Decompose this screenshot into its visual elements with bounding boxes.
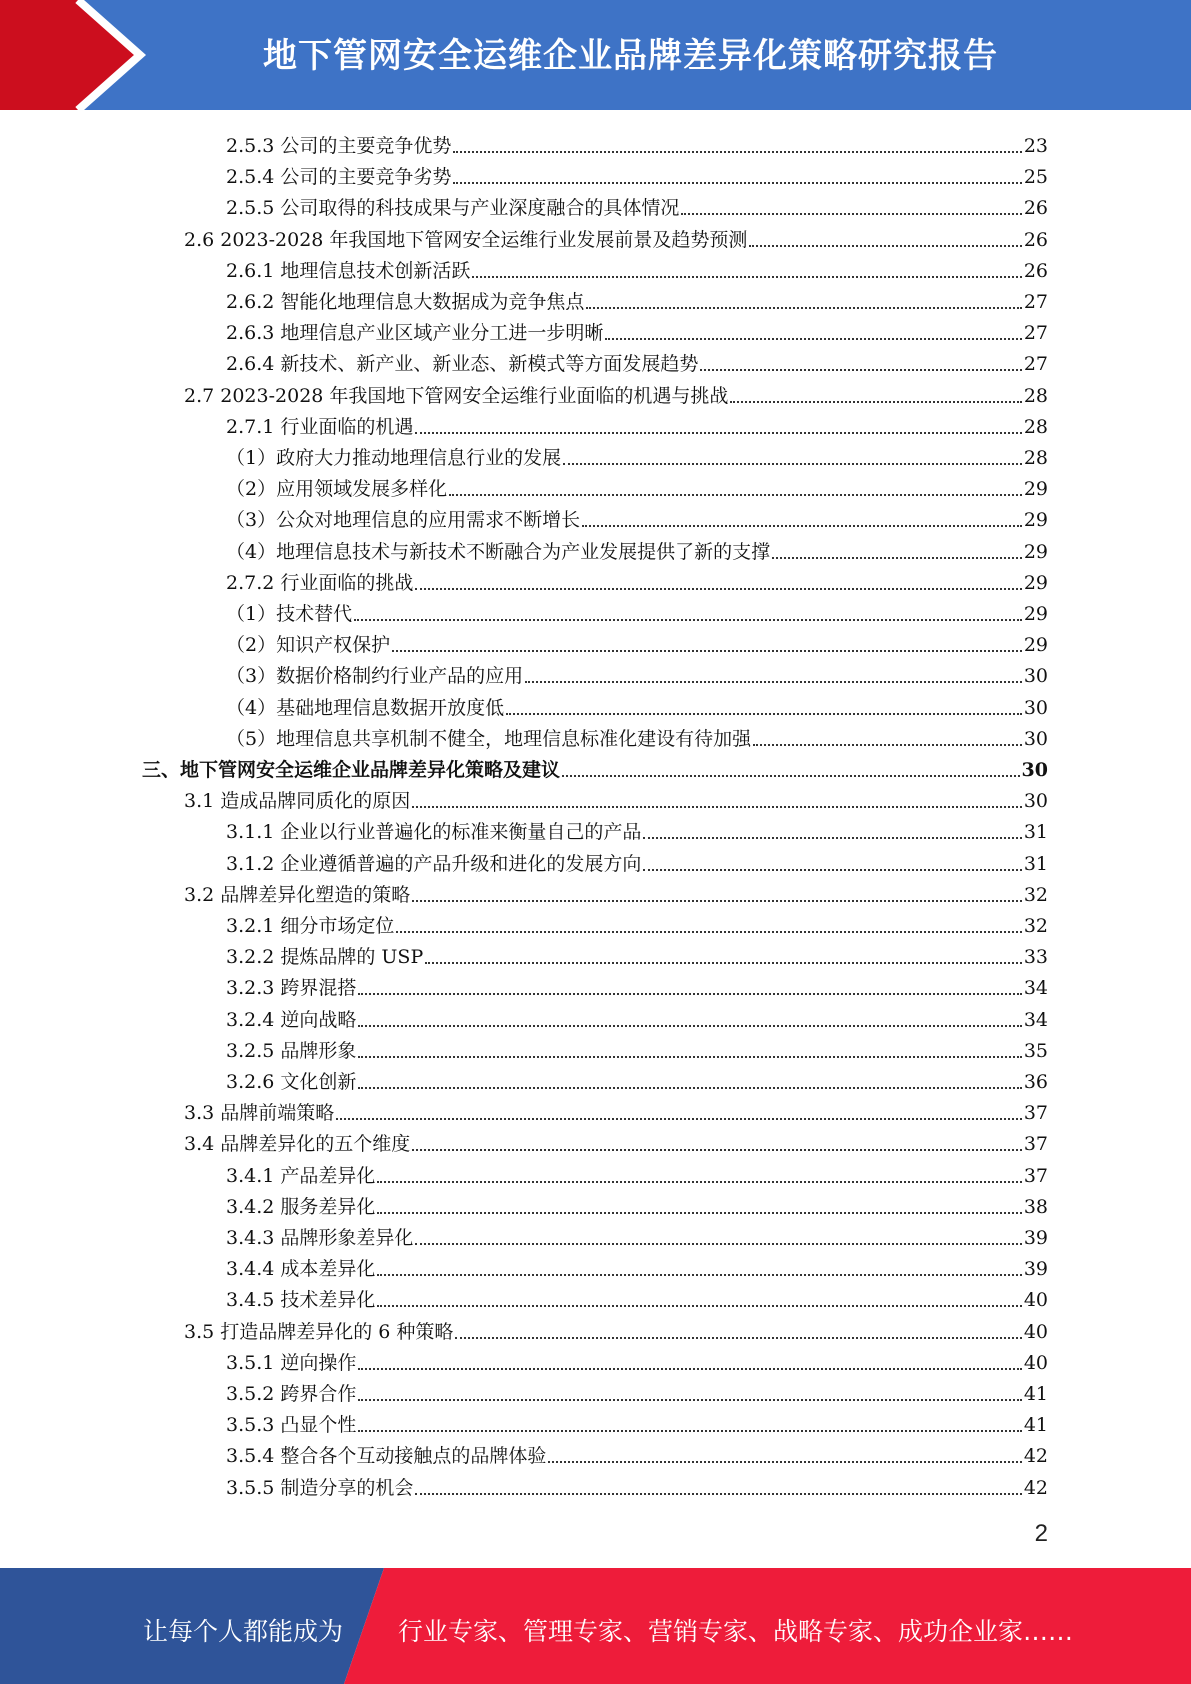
toc-dot-leader [358,1025,1021,1027]
toc-entry-page: 30 [1023,665,1048,688]
toc-entry-page: 40 [1023,1320,1048,1343]
toc-entry[interactable] [226,1469,1048,1500]
toc-entry-title: 3.2.5 品牌形象 [226,1039,357,1062]
toc-entry-title: 2.6.4 新技术、新产业、新业态、新模式等方面发展趋势 [226,353,699,376]
toc-entry-page: 28 [1023,384,1048,407]
toc-entry-page: 27 [1023,291,1048,313]
toc-entry-page: 29 [1023,634,1048,657]
toc-entry[interactable] [226,1406,1048,1437]
toc-entry-page: 30 [1023,696,1048,719]
toc-entry[interactable] [226,938,1048,969]
toc-dot-leader [563,463,1022,465]
toc-dot-leader [354,619,1022,621]
toc-dot-leader [336,1118,1022,1120]
toc-entry-title: 3.1.1 企业以行业普遍化的标准来衡量自己的产品 [226,821,642,844]
toc-entry[interactable] [226,1437,1048,1468]
toc-dot-leader [412,806,1022,808]
toc-entry[interactable] [226,720,1048,751]
toc-entry[interactable] [184,782,1048,813]
toc-entry-page: 32 [1023,915,1048,937]
toc-dot-leader [472,276,1021,278]
toc-entry-page: 39 [1023,1227,1048,1249]
toc-entry-title: 2.5.3 公司的主要竞争优势 [226,135,452,157]
toc-dot-leader [586,307,1021,309]
toc-entry-title: 3.5 打造品牌差异化的 6 种策略 [184,1320,454,1343]
toc-entry[interactable] [226,626,1048,657]
toc-dot-leader [453,151,1021,153]
toc-entry-page: 36 [1023,1071,1048,1093]
toc-dot-leader [548,1461,1021,1463]
toc-entry-page: 34 [1023,1008,1048,1031]
toc-entry-page: 31 [1023,821,1048,844]
toc-entry[interactable] [184,876,1048,907]
toc-entry[interactable] [226,533,1048,564]
toc-entry[interactable] [226,127,1048,158]
toc-entry-title: 2.5.5 公司取得的科技成果与产业深度融合的具体情况 [226,197,680,220]
toc-entry-title: （1）政府大力推动地理信息行业的发展 [226,447,562,469]
toc-entry[interactable] [226,314,1048,345]
toc-entry-title: 2.7.2 行业面临的挑战 [226,571,414,594]
toc-entry[interactable] [184,1125,1048,1156]
toc-entry-title: 3.1 造成品牌同质化的原因 [184,790,411,813]
toc-entry-page: 26 [1023,228,1048,251]
toc-entry-title: 3.2 品牌差异化塑造的策略 [184,883,411,906]
toc-dot-leader [605,338,1021,340]
toc-entry-page: 37 [1023,1164,1048,1187]
toc-entry[interactable] [226,813,1048,844]
toc-entry[interactable] [226,158,1048,189]
toc-entry[interactable] [226,501,1048,532]
toc-entry-page: 42 [1023,1476,1048,1499]
toc-entry-page: 26 [1023,197,1048,220]
toc-entry-page: 28 [1023,447,1048,469]
toc-entry-title: 3.5.4 整合各个互动接触点的品牌体验 [226,1445,547,1468]
toc-entry-page: 37 [1023,1102,1048,1125]
toc-entry-page: 42 [1023,1445,1048,1468]
toc-entry-title: （2）知识产权保护 [226,634,391,657]
report-title: 地下管网安全运维企业品牌差异化策略研究报告 [263,36,998,76]
toc-entry[interactable] [226,1032,1048,1063]
toc-entry-title: （1）技术替代 [226,603,353,625]
toc-dot-leader [358,1399,1021,1401]
toc-dot-leader [377,1274,1021,1276]
toc-entry-page: 27 [1023,322,1048,345]
toc-entry-title: （2）应用领域发展多样化 [226,478,448,501]
toc-dot-leader [700,369,1021,371]
toc-entry-title: 3.4.5 技术差异化 [226,1289,376,1312]
toc-entry[interactable] [184,221,1048,252]
toc-entry-page: 30 [1023,790,1048,813]
toc-entry-page: 32 [1023,883,1048,906]
toc-dot-leader [358,1087,1021,1089]
toc-dot-leader [412,1149,1022,1151]
toc-dot-leader [358,993,1021,995]
toc-dot-leader [392,650,1022,652]
toc-dot-leader [377,1305,1021,1307]
footer-slogan-left: 让每个人都能成为 [143,1617,344,1646]
toc-entry[interactable] [226,595,1048,626]
toc-entry-title: （4）地理信息技术与新技术不断融合为产业发展提供了新的支撑 [226,540,771,563]
toc-entry[interactable] [226,1188,1048,1219]
toc-entry-page: 27 [1023,353,1048,376]
toc-entry[interactable] [226,1063,1048,1094]
toc-entry[interactable] [142,751,1048,782]
toc-entry[interactable] [226,439,1048,470]
toc-entry-title: 3.3 品牌前端策略 [184,1102,335,1125]
toc-dot-leader [415,588,1021,590]
toc-entry[interactable] [184,1313,1048,1344]
toc-entry-title: 2.6 2023-2028 年我国地下管网安全运维行业发展前景及趋势预测 [184,228,748,251]
toc-dot-leader [396,931,1021,933]
toc-entry[interactable] [226,845,1048,876]
toc-dot-leader [377,1212,1021,1214]
toc-entry[interactable] [226,1250,1048,1281]
toc-entry-page: 41 [1023,1383,1048,1405]
toc-entry-page: 26 [1023,259,1048,282]
toc-dot-leader [643,837,1021,839]
toc-entry[interactable] [226,470,1048,501]
toc-entry-page: 37 [1023,1133,1048,1156]
toc-dot-leader [425,962,1022,964]
toc-entry-page: 29 [1023,509,1048,532]
toc-dot-leader [753,744,1022,746]
toc-entry-title: 3.4.1 产品差异化 [226,1164,376,1187]
page-header [0,0,1191,110]
toc-entry-title: 2.6.2 智能化地理信息大数据成为竞争焦点 [226,291,585,313]
toc-entry[interactable] [226,1375,1048,1406]
toc-entry-title: 2.7 2023-2028 年我国地下管网安全运维行业面临的机遇与挑战 [184,384,729,407]
toc-entry[interactable] [226,907,1048,938]
page-number: 2 [1034,1520,1048,1547]
toc-entry-title: 3.4.4 成本差异化 [226,1258,376,1281]
toc-entry-title: 3.2.6 文化创新 [226,1071,357,1093]
toc-dot-leader [643,869,1021,871]
toc-entry-title: 3.5.3 凸显个性 [226,1414,357,1437]
toc-entry-title: 3.2.4 逆向战略 [226,1008,357,1031]
toc-entry[interactable] [226,1157,1048,1188]
toc-entry[interactable] [226,345,1048,376]
toc-dot-leader [730,401,1021,403]
toc-entry-page: 38 [1023,1195,1048,1218]
toc-entry-title: （5）地理信息共享机制不健全，地理信息标准化建设有待加强 [226,727,752,750]
toc-dot-leader [358,1368,1021,1370]
toc-entry-title: （4）基础地理信息数据开放度低 [226,696,505,719]
toc-dot-leader [681,213,1021,215]
toc-entry-page: 35 [1023,1039,1048,1062]
toc-entry[interactable] [226,1281,1048,1312]
toc-dot-leader [412,900,1022,902]
toc-dot-leader [415,432,1021,434]
toc-dot-leader [415,1243,1021,1245]
toc-entry[interactable] [226,408,1048,439]
toc-entry-title: 3.5.5 制造分享的机会 [226,1476,414,1499]
toc-dot-leader [449,494,1022,496]
toc-entry-title: 2.5.4 公司的主要竞争劣势 [226,166,452,189]
toc-dot-leader [358,1056,1021,1058]
footer-slogan-right: 行业专家、管理专家、营销专家、战略专家、成功企业家…… [398,1617,1074,1646]
toc-entry-page: 23 [1023,135,1048,157]
toc-entry-title: 2.6.1 地理信息技术创新活跃 [226,259,471,282]
toc-entry[interactable] [226,564,1048,595]
toc-entry-title: 2.6.3 地理信息产业区域产业分工进一步明晰 [226,322,604,345]
red-arrow-logo [0,0,160,110]
toc-entry-title: 三、地下管网安全运维企业品牌差异化策略及建议 [142,759,561,781]
toc-entry-title: （3）公众对地理信息的应用需求不断增长 [226,509,581,532]
toc-entry-title: （3）数据价格制约行业产品的应用 [226,665,524,688]
toc-entry-page: 40 [1023,1351,1048,1374]
toc-entry-page: 30 [1021,759,1048,781]
toc-entry-page: 31 [1023,852,1048,875]
toc-entry-page: 34 [1023,977,1048,1000]
toc-entry-title: 3.4.3 品牌形象差异化 [226,1227,414,1249]
toc-entry-title: 3.5.2 跨界合作 [226,1383,357,1405]
toc-entry-page: 29 [1023,603,1048,625]
toc-entry-page: 41 [1023,1414,1048,1437]
toc-dot-leader [455,1337,1021,1339]
page-footer [0,1568,1191,1684]
toc-entry-page: 28 [1023,415,1048,438]
toc-entry[interactable] [226,1219,1048,1250]
toc-entry[interactable] [226,657,1048,688]
toc-entry-page: 40 [1023,1289,1048,1312]
toc-entry[interactable] [226,252,1048,283]
toc-entry-page: 29 [1023,540,1048,563]
toc-dot-leader [377,1181,1021,1183]
toc-entry[interactable] [226,283,1048,314]
toc-dot-leader [358,1430,1021,1432]
toc-entry-page: 29 [1023,478,1048,501]
toc-dot-leader [772,557,1022,559]
toc-entry[interactable] [226,189,1048,220]
toc-entry-title: 2.7.1 行业面临的机遇 [226,415,414,438]
toc-dot-leader [582,525,1022,527]
toc-entry[interactable] [226,689,1048,720]
toc-dot-leader [506,713,1022,715]
toc-entry-title: 3.4.2 服务差异化 [226,1195,376,1218]
toc-entry-title: 3.1.2 企业遵循普遍的产品升级和进化的发展方向 [226,852,642,875]
toc-entry-title: 3.5.1 逆向操作 [226,1351,357,1374]
toc-entry-title: 3.2.1 细分市场定位 [226,915,395,937]
toc-entry-page: 30 [1023,727,1048,750]
toc-entry-page: 33 [1023,946,1048,969]
toc-entry[interactable] [184,377,1048,408]
toc-entry-title: 3.4 品牌差异化的五个维度 [184,1133,411,1156]
toc-entry[interactable] [226,1344,1048,1375]
toc-dot-leader [415,1493,1021,1495]
toc-dot-leader [525,681,1022,683]
toc-dot-leader [562,775,1020,777]
toc-entry[interactable] [226,969,1048,1000]
toc-entry-page: 39 [1023,1258,1048,1281]
toc-entry[interactable] [226,1001,1048,1032]
toc-entry-title: 3.2.3 跨界混搭 [226,977,357,1000]
toc-entry-page: 25 [1023,166,1048,189]
toc-entry-title: 3.2.2 提炼品牌的 USP [226,946,424,969]
toc-dot-leader [453,182,1021,184]
toc-entry[interactable] [184,1094,1048,1125]
toc-dot-leader [749,245,1021,247]
toc-entry-page: 29 [1023,571,1048,594]
